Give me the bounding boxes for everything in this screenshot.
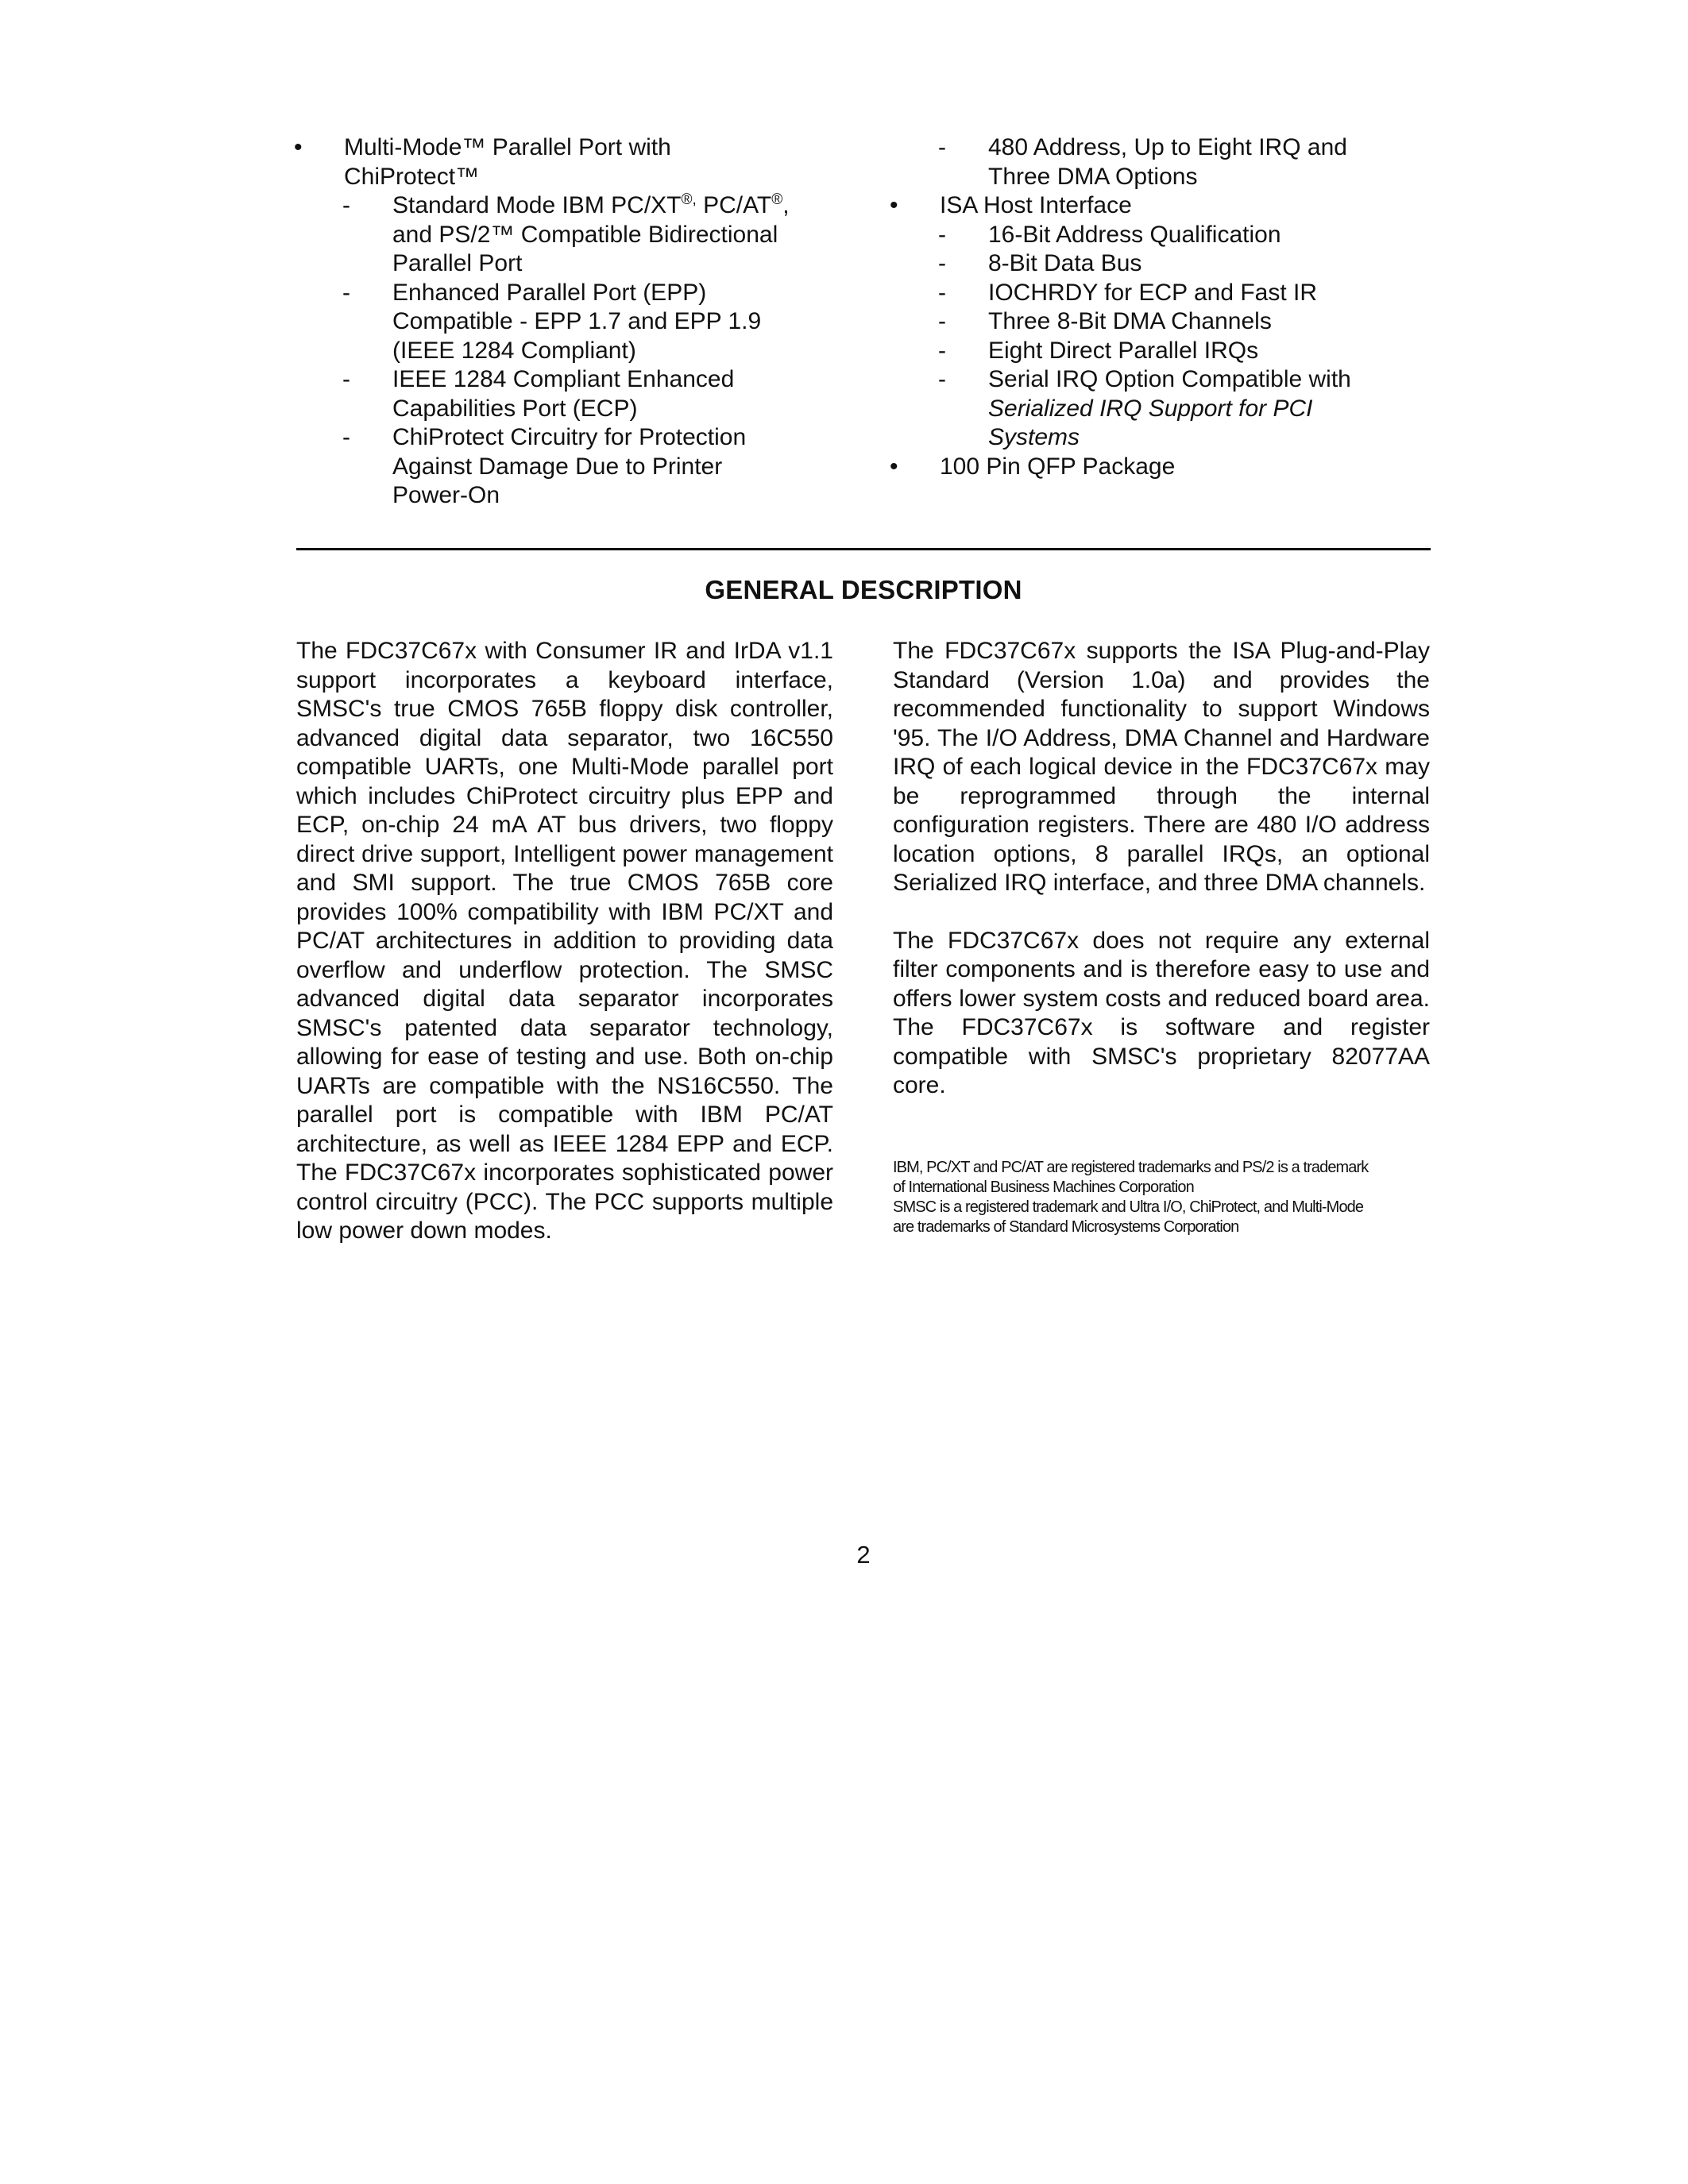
description-paragraph: The FDC37C67x with Consumer IR and IrDA v1.1 support incorporates a keyboard interface, SMSC's true CMOS 765B floppy disk controller, advanced digital data separator, two 16C550 compatible UARTs, one Multi-Mode parallel port which includes ChiProtect circuitry plus EPP and ECP, on-chip 24 mA AT bus drivers, two floppy direct drive support, Intelligent power management and SMI support. The true CMOS 765B core provides 100% compatibility with IBM PC/XT and PC/AT architectures in addition to providing data overflow and underflow protection. The SMSC advanced digital data separator incorporates SMSC's patented data separator technology, allowing for ease of testing and use. Both on-chip UARTs are compatible with the NS16C550. The parallel port is compatible with IBM PC/AT architecture, as well as IEEE 1284 EPP and ECP. The FDC37C67x incorporates sophisticated power control circuitry (PCC). The PCC supports multiple low power down modes.: [296, 638, 833, 1244]
dash-glyph: -: [938, 308, 946, 334]
feature-sub-item: [890, 221, 1446, 250]
bullet-glyph: •: [890, 453, 898, 480]
dash-glyph: -: [938, 250, 946, 276]
feature-sub-chiprotect: [294, 423, 850, 511]
sub-text: PC/AT: [703, 192, 772, 218]
feature-sub-standard-mode: [294, 191, 850, 279]
sub-line: Parallel Port: [392, 250, 523, 276]
feature-bullet-parallel-port: [294, 133, 850, 191]
feature-bullet-isa-host: [890, 191, 1446, 221]
feature-label: Multi-Mode™ Parallel Port with: [344, 134, 671, 160]
feature-label: 100 Pin QFP Package: [940, 453, 1176, 480]
description-paragraph: The FDC37C67x supports the ISA Plug-and-Play Standard (Version 1.0a) and provides the recommended functionality to support Windows '95. The I/O Address, DMA Channel and Hardware IRQ of each logical device in the FDC37C67x may be reprogrammed through the internal configuration registers. There are 480 I/O address location options, 8 parallel IRQs, an optional Serialized IRQ interface, and three DMA channels.: [893, 638, 1430, 896]
sub-line: 16-Bit Address Qualification: [988, 221, 1281, 248]
dash-glyph: -: [938, 134, 946, 160]
feature-label: ISA Host Interface: [940, 192, 1132, 218]
description-paragraph: The FDC37C67x does not require any external filter components and is therefore easy to use and offers lower system costs and reduced board area. The FDC37C67x is software and register compatible with SMSC's proprietary 82077AA core.: [893, 927, 1430, 1098]
sub-line: 8-Bit Data Bus: [988, 250, 1142, 276]
registered-mark: ®: [771, 191, 783, 208]
trademark-line: IBM, PC/XT and PC/AT are registered trademarks and PS/2 is a trademark: [893, 1159, 1369, 1176]
dash-glyph: -: [342, 366, 350, 392]
section-heading: GENERAL DESCRIPTION: [705, 575, 1022, 604]
trademark-line: SMSC is a registered trademark and Ultra I/O, ChiProtect, and Multi-Mode: [893, 1198, 1364, 1216]
sub-line: Three 8-Bit DMA Channels: [988, 308, 1272, 334]
sub-line: 480 Address, Up to Eight IRQ and: [988, 134, 1347, 160]
feature-list-left: [294, 133, 850, 511]
feature-list-right: [890, 133, 1446, 481]
horizontal-divider: [296, 548, 1431, 550]
trademark-notice: [893, 1158, 1441, 1237]
dash-glyph: -: [342, 192, 350, 218]
feature-sub-item: [890, 307, 1446, 337]
sub-line: ChiProtect Circuitry for Protection: [392, 424, 747, 450]
dash-glyph: -: [342, 279, 350, 306]
feature-sub-serial-irq: [890, 365, 1446, 453]
feature-bullet-package: [890, 453, 1446, 482]
sub-text: Standard Mode IBM PC/XT: [392, 192, 682, 218]
page-number: 2: [856, 1541, 871, 1569]
feature-sub-item: [890, 337, 1446, 366]
trademark-line: are trademarks of Standard Microsystems Corporation: [893, 1218, 1239, 1236]
sub-line: [392, 191, 850, 221]
sub-line: Capabilities Port (ECP): [392, 395, 638, 422]
feature-sub-item: [890, 279, 1446, 308]
feature-sub-ecp: [294, 365, 850, 423]
sub-line: Against Damage Due to Printer: [392, 453, 723, 480]
dash-glyph: -: [938, 337, 946, 364]
sub-line: Power-On: [392, 482, 500, 508]
feature-sub-480-address: [890, 133, 1446, 191]
sub-line-italic: Serialized IRQ Support for PCI: [988, 395, 1313, 422]
trademark-line: of International Business Machines Corporation: [893, 1179, 1194, 1196]
registered-mark: ®,: [681, 191, 697, 208]
sub-line: Three DMA Options: [988, 163, 1198, 190]
description-left-column: [296, 637, 833, 1246]
sub-line: and PS/2™ Compatible Bidirectional: [392, 221, 778, 248]
sub-line: (IEEE 1284 Compliant): [392, 337, 636, 364]
bullet-glyph: •: [890, 192, 898, 218]
sub-line: Serial IRQ Option Compatible with: [988, 366, 1351, 392]
sub-line: Compatible - EPP 1.7 and EPP 1.9: [392, 308, 762, 334]
feature-sub-item: [890, 249, 1446, 279]
sub-line: Enhanced Parallel Port (EPP): [392, 279, 707, 306]
feature-sub-epp: [294, 279, 850, 366]
feature-label-cont: ChiProtect™: [344, 163, 480, 190]
sub-text: ,: [782, 192, 790, 218]
sub-line: IOCHRDY for ECP and Fast IR: [988, 279, 1318, 306]
sub-line-italic: Systems: [988, 424, 1080, 450]
description-right-column: [893, 637, 1430, 1101]
sub-line: Eight Direct Parallel IRQs: [988, 337, 1259, 364]
dash-glyph: -: [938, 366, 946, 392]
sub-line: IEEE 1284 Compliant Enhanced: [392, 366, 735, 392]
bullet-glyph: •: [294, 134, 303, 160]
dash-glyph: -: [342, 424, 350, 450]
dash-glyph: -: [938, 221, 946, 248]
dash-glyph: -: [938, 279, 946, 306]
